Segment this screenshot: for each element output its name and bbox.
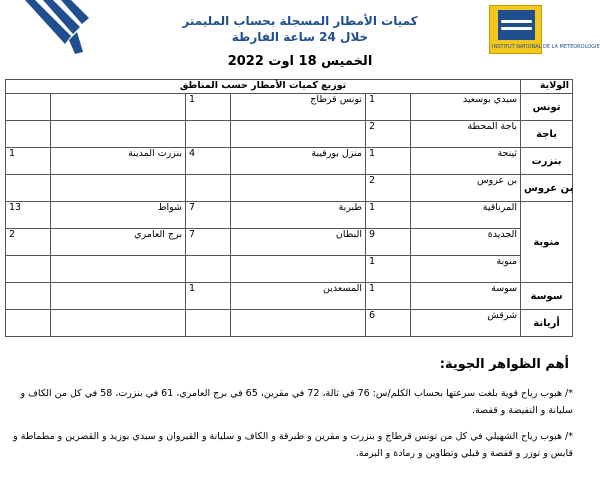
- station-name: [51, 310, 186, 337]
- stripes-logo: [25, 0, 93, 55]
- rain-value: 1: [366, 256, 411, 283]
- station-name: [231, 310, 366, 337]
- rain-value: 13: [6, 202, 51, 229]
- rain-value: 6: [366, 310, 411, 337]
- governorate-name: بن عروس: [521, 175, 573, 202]
- weather-paragraph: */ هبوب رياح قوية بلغت سرعتها بحساب الكلم/س: 76 في ثالة، 72 في مقرين، 65 في برج العامري، 61 في بنزرت، 58 في كل من الكاف و سليانة و النفيضة و قفصة.: [20, 388, 573, 416]
- rain-value: 1: [6, 148, 51, 175]
- station-name: تونس قرطاج: [231, 94, 366, 121]
- rain-value: [186, 175, 231, 202]
- station-name: [231, 256, 366, 283]
- station-name: منزل بورقيبة: [231, 148, 366, 175]
- table-row: [6, 310, 573, 337]
- station-name: الجديدة: [411, 229, 521, 256]
- station-name: [231, 121, 366, 148]
- title-line1: كميات الأمطار المسجلة بحساب المليمتر: [182, 14, 418, 28]
- station-name: شواط: [51, 202, 186, 229]
- rain-value: 2: [366, 175, 411, 202]
- station-name: [231, 175, 366, 202]
- rain-value: [186, 121, 231, 148]
- rain-value: 2: [366, 121, 411, 148]
- rain-value: [6, 310, 51, 337]
- inm-logo: [489, 5, 600, 54]
- logo-emblem: [498, 10, 535, 40]
- rain-value: [6, 175, 51, 202]
- station-name: ثينجة: [411, 148, 521, 175]
- table-row: [6, 256, 573, 283]
- logo-caption: INSTITUT NATIONAL DE LA METEOROLOGIE: [492, 44, 600, 50]
- rain-value: 1: [366, 148, 411, 175]
- rain-value: 2: [6, 229, 51, 256]
- logo-wave-icon: [501, 27, 532, 30]
- stripes-logo-graphic: [25, 0, 93, 55]
- table-row: [6, 202, 573, 229]
- rain-value: 4: [186, 148, 231, 175]
- governorate-name: منوبة: [521, 202, 573, 283]
- station-name: [51, 283, 186, 310]
- station-name: منوبة: [411, 256, 521, 283]
- governorate-name: باجة: [521, 121, 573, 148]
- rain-value: 9: [366, 229, 411, 256]
- table-row: [6, 121, 573, 148]
- station-name: البطان: [231, 229, 366, 256]
- station-name: باجة المحطة: [411, 121, 521, 148]
- logo-wave-icon: [501, 20, 532, 23]
- weather-paragraph: */ هبوب رياح الشهيلي في كل من تونس قرطاج و بنزرت و مقرين و طبرقة و الكاف و سليانة و القيروان و سيدي بوزيد و القصرين و مطماطة و قابس و توزر و قفصة و قبلي وتطاوين و رمادة و البرمة.: [13, 431, 573, 459]
- rain-value: [6, 256, 51, 283]
- station-name: سيدي بوسعيد: [411, 94, 521, 121]
- rain-value: 1: [366, 202, 411, 229]
- rain-value: 7: [186, 229, 231, 256]
- table-row: [6, 175, 573, 202]
- report-date: الخميس 18 اوت 2022: [227, 54, 373, 69]
- station-name: شرقش: [411, 310, 521, 337]
- rain-value: 1: [366, 283, 411, 310]
- station-name: [51, 175, 186, 202]
- rain-value: 1: [366, 94, 411, 121]
- station-name: بن عروس: [411, 175, 521, 202]
- table-row: [6, 229, 573, 256]
- rain-value: [6, 121, 51, 148]
- station-name: سوسة: [411, 283, 521, 310]
- station-name: [51, 94, 186, 121]
- rain-value: [186, 310, 231, 337]
- governorate-name: تونس: [521, 94, 573, 121]
- governorate-name: أريانة: [521, 310, 573, 337]
- rain-value: 7: [186, 202, 231, 229]
- rain-value: 1: [186, 283, 231, 310]
- rain-value: [6, 283, 51, 310]
- rainfall-table: [5, 79, 573, 337]
- station-name: بنزرت المدينة: [51, 148, 186, 175]
- table-header-row: [6, 80, 573, 94]
- station-name: برج العامري: [51, 229, 186, 256]
- station-name: المسعدين: [231, 283, 366, 310]
- governorate-name: بنزرت: [521, 148, 573, 175]
- distribution-header: توزيع كميات الأمطار حسب المناطق: [6, 80, 521, 94]
- rain-value: [6, 94, 51, 121]
- title-line2: خلال 24 ساعة الفارطة: [231, 30, 369, 44]
- rain-value: 1: [186, 94, 231, 121]
- weather-title: أهم الظواهر الجوية:: [439, 357, 569, 372]
- station-name: طبربة: [231, 202, 366, 229]
- governorate-name: سوسة: [521, 283, 573, 310]
- rain-value: [186, 256, 231, 283]
- station-name: المرناقية: [411, 202, 521, 229]
- station-name: [51, 121, 186, 148]
- governorate-header: الولاية: [521, 80, 573, 94]
- station-name: [51, 256, 186, 283]
- table-row: [6, 94, 573, 121]
- table-row: [6, 148, 573, 175]
- table-row: [6, 283, 573, 310]
